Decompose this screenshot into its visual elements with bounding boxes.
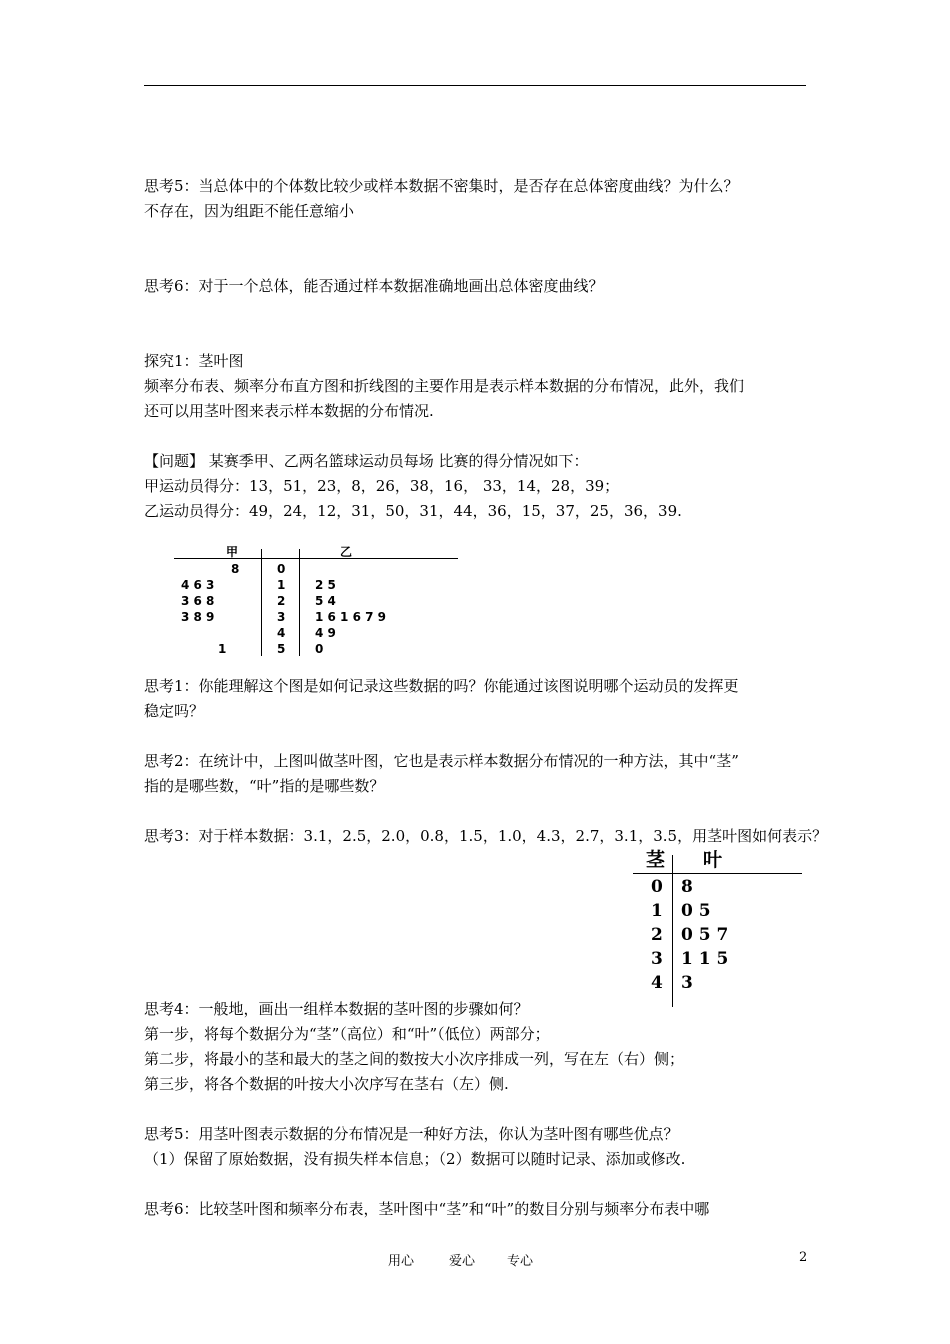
- table2-leaf-row3: 1 1 5: [681, 949, 729, 969]
- problem-statement: 【问题】 某赛季甲、乙两名篮球运动员每场 比赛的得分情况如下：: [144, 452, 589, 470]
- table2-leaf-row0: 8: [681, 877, 693, 897]
- table2-stem-row3: 3: [651, 949, 663, 969]
- jia-scores: 甲运动员得分：13，51，23，8，26，38，16， 33，14，28，39；: [144, 477, 620, 495]
- table1-left-row0: 8: [231, 562, 240, 576]
- intro-paragraph-line2: 还可以用茎叶图来表示样本数据的分布情况.: [144, 402, 434, 420]
- table2-leaf-row4: 3: [681, 973, 693, 993]
- table1-stem-row5: 5: [277, 642, 286, 656]
- table1-right-row1: 2 5: [315, 578, 336, 592]
- table2-header-rule: [633, 873, 802, 874]
- table1-stem-row0: 0: [277, 562, 286, 576]
- table1-left-row3: 3 8 9: [181, 610, 215, 624]
- header-rule: [144, 85, 806, 86]
- think6b-question: 思考6：比较茎叶图和频率分布表，茎叶图中“茎”和“叶”的数目分别与频率分布表中哪: [144, 1200, 710, 1218]
- think5b-answer: （1）保留了原始数据，没有损失样本信息；（2）数据可以随时记录、添加或修改.: [144, 1150, 686, 1168]
- step2: 第二步，将最小的茎和最大的茎之间的数按大小次序排成一列，写在左（右）侧；: [144, 1050, 685, 1068]
- table1-right-row2: 5 4: [315, 594, 336, 608]
- step3: 第三步，将各个数据的叶按大小次序写在茎右（左）侧.: [144, 1075, 509, 1093]
- table1-right-row4: 4 9: [315, 626, 336, 640]
- table1-stem-row3: 3: [277, 610, 286, 624]
- think3-question: 思考3：对于样本数据：3.1，2.5，2.0，0.8，1.5，1.0，4.3，2.7，3.1，3.5，用茎叶图如何表示？: [144, 827, 828, 845]
- table1-header-rule: [174, 558, 458, 559]
- think5b-question: 思考5：用茎叶图表示数据的分布情况是一种好方法，你认为茎叶图有哪些优点？: [144, 1125, 679, 1143]
- footer-middle: 爱心: [449, 1254, 476, 1269]
- table2-stem-row1: 1: [651, 901, 663, 921]
- page-number: 2: [799, 1250, 808, 1265]
- table2-leaf-row2: 0 5 7: [681, 925, 729, 945]
- table1-left-divider: [261, 549, 262, 656]
- think1-line2: 稳定吗？: [144, 702, 205, 720]
- table1-head-yi: 乙: [340, 545, 353, 559]
- table1-stem-row4: 4: [277, 626, 286, 640]
- table2-head-leaf: 叶: [703, 849, 723, 871]
- think2-line1: 思考2：在统计中，上图叫做茎叶图，它也是表示样本数据分布情况的一种方法，其中“茎”: [144, 752, 739, 770]
- intro-paragraph-line1: 频率分布表、频率分布直方图和折线图的主要作用是表示样本数据的分布情况，此外，我们: [144, 377, 745, 395]
- think5-question: 思考5：当总体中的个体数比较少或样本数据不密集时，是否存在总体密度曲线？为什么？: [144, 177, 739, 195]
- table2-stem-row2: 2: [651, 925, 663, 945]
- think4-question: 思考4：一般地，画出一组样本数据的茎叶图的步骤如何？: [144, 1000, 529, 1018]
- table1-head-jia: 甲: [226, 545, 239, 559]
- think5-answer: 不存在，因为组距不能任意缩小: [144, 202, 355, 220]
- table1-left-row5: 1: [218, 642, 227, 656]
- think1-line1: 思考1：你能理解这个图是如何记录这些数据的吗？你能通过该图说明哪个运动员的发挥更: [144, 677, 739, 695]
- table1-left-row2: 3 6 8: [181, 594, 215, 608]
- table2-stem-row4: 4: [651, 973, 663, 993]
- table1-right-divider: [299, 549, 300, 656]
- table1-left-row1: 4 6 3: [181, 578, 215, 592]
- table2-stem-row0: 0: [651, 877, 663, 897]
- step1: 第一步，将每个数据分为“茎”（高位）和“叶”（低位）两部分；: [144, 1025, 550, 1043]
- table2-head-stem: 茎: [646, 849, 666, 871]
- table2-divider: [672, 855, 673, 1007]
- table1-right-row3: 1 6 1 6 7 9: [315, 610, 386, 624]
- table1-stem-row2: 2: [277, 594, 286, 608]
- think6-question: 思考6：对于一个总体，能否通过样本数据准确地画出总体密度曲线？: [144, 277, 604, 295]
- table1-stem-row1: 1: [277, 578, 286, 592]
- footer-right: 专心: [507, 1254, 534, 1269]
- think2-line2: 指的是哪些数，“叶”指的是哪些数？: [144, 777, 385, 795]
- table1-right-row5: 0: [315, 642, 324, 656]
- yi-scores: 乙运动员得分：49，24，12，31，50，31，44，36，15，37，25，36，39.: [144, 502, 682, 520]
- table2-leaf-row1: 0 5: [681, 901, 711, 921]
- footer-left: 用心: [388, 1254, 415, 1269]
- explore1-heading: 探究1：茎叶图: [144, 352, 244, 370]
